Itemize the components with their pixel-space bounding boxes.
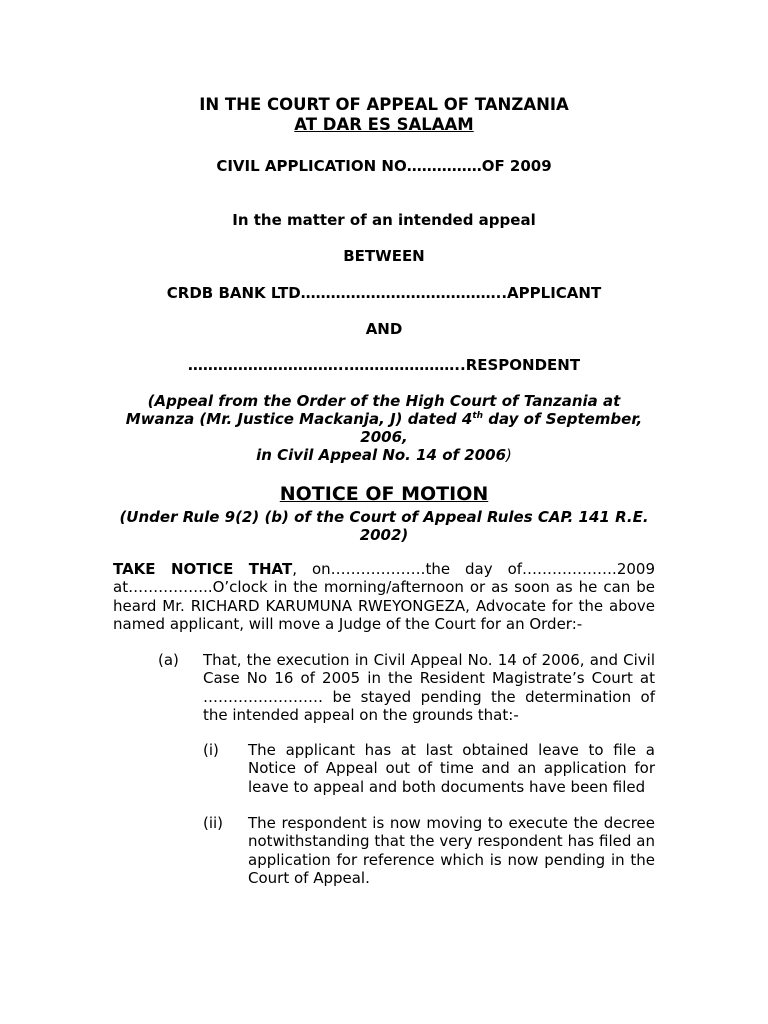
appeal-from-line-2-pre: Mwanza (Mr. Justice Mackanja, J) dated 4 [125, 410, 473, 428]
and-line: AND [365, 320, 403, 338]
appeal-from-line-2-post: day of September, [483, 410, 643, 428]
application-number: CIVIL APPLICATION NO……………OF 2009 [216, 157, 552, 175]
ground-item: The applicant has at last obtained leave to file a Notice of Appeal out of time and an application for leave to appeal and both documents have been filed [248, 741, 655, 796]
notice-title: NOTICE OF MOTION [279, 483, 489, 505]
ground-item: The respondent is now moving to execute the decree notwithstanding that the very respondent has filed an application for reference which is now pending in the Court of Appeal. [248, 814, 655, 887]
court-title: IN THE COURT OF APPEAL OF TANZANIA [199, 95, 569, 114]
appeal-from-line-3: 2006, [360, 428, 408, 446]
matter-line: In the matter of an intended appeal [232, 211, 536, 229]
court-place: AT DAR ES SALAAM [294, 115, 474, 134]
appeal-from-block [110, 392, 658, 464]
appeal-from-line-2-sup: th [472, 411, 484, 421]
list-item: That, the execution in Civil Appeal No. 14 of 2006, and Civil Case No 16 of 2005 in the Resident Magistrate’s Court at …………………… be stayed pending the determination of the intended appeal on the grounds that:- [203, 651, 655, 724]
ground-marker: (ii) [203, 814, 224, 832]
ground-marker: (i) [203, 741, 219, 759]
appeal-from-line-1: (Appeal from the Order of the High Court of Tanzania at [147, 392, 621, 410]
respondent-line: …………………………..…………………..RESPONDENT [187, 356, 581, 374]
appeal-from-line-2 [110, 410, 658, 428]
rule-reference: (Under Rule 9(2) (b) of the Court of Appeal Rules CAP. 141 R.E. 2002) [119, 508, 649, 544]
applicant-line: CRDB BANK LTD…………………………………..APPLICANT [166, 284, 602, 302]
appeal-from-line-4 [110, 446, 658, 464]
appeal-from-line-4-text: in Civil Appeal No. 14 of 2006 [256, 446, 507, 464]
take-notice-text: , on……………….the day of……………….2009 at……………..O’clock in the morning/afternoon or as soon as he can be heard Mr. RICHARD KARUMUNA RWEYONGEZA, Advocate for the above named applicant, will move a Judge of the Court for an Order:- [113, 560, 656, 633]
take-notice-lead: TAKE NOTICE THAT [113, 560, 293, 578]
appeal-from-line-4-close: ) [506, 446, 512, 464]
between-line: BETWEEN [343, 247, 425, 265]
take-notice-paragraph [113, 560, 655, 633]
list-item-marker: (a) [158, 651, 179, 669]
